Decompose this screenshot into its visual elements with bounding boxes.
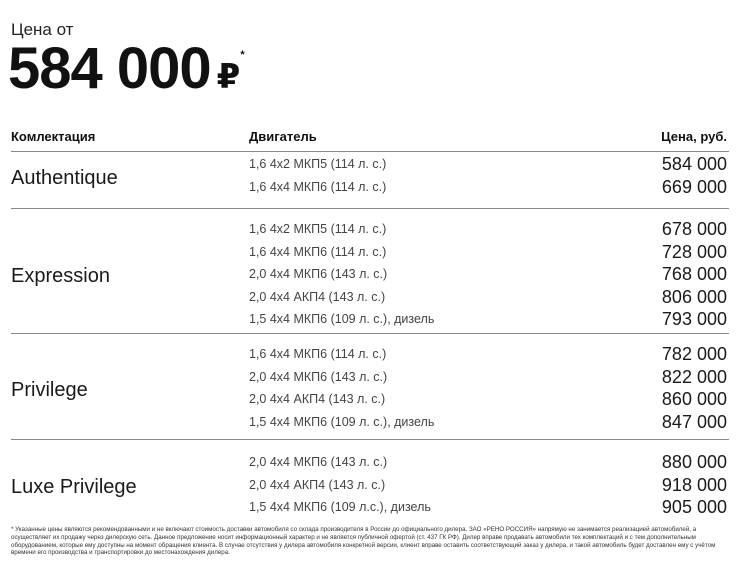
price-cell: 847 000: [661, 411, 727, 432]
engine-cell: 1,5 4x4 МКП6 (109 л. с.), дизель: [249, 312, 435, 326]
trim-name: Privilege: [11, 378, 88, 401]
price-from-label: Цена от: [11, 20, 74, 39]
group-divider: [11, 333, 729, 334]
price-cell: 768 000: [661, 264, 727, 284]
engine-cell: 1,6 4x2 МКП5 (114 л. с.): [249, 222, 387, 236]
engine-cell: 1,5 4x4 МКП6 (109 л. с.), дизель: [249, 414, 435, 429]
group-divider: [11, 208, 729, 209]
engine-cell: 1,5 4x4 МКП6 (109 л.с.), дизель: [249, 500, 431, 514]
price-cell: 793 000: [661, 309, 727, 329]
price-value: 584 000: [8, 36, 211, 101]
column-header-engine: Двигатель: [249, 129, 317, 144]
price-headline: [8, 36, 244, 101]
trim-name: Authentique: [11, 166, 118, 189]
engine-cell: 2,0 4x4 АКП4 (143 л. с.): [249, 289, 386, 304]
price-cell: 918 000: [661, 474, 727, 495]
engine-cell: 2,0 4x4 МКП6 (143 л. с.): [249, 455, 388, 469]
footnote: * Указанные цены являются рекомендованными и не включают стоимость доставки автомобиля со склада производителя в России до официального дилера. ЗАО «РЕНО РОССИЯ» напрямую не занимается реализацией автомобилей, а осуществляет их продажу через дилерскую сеть. Данное предложение носит информационный характер и не является публичной офертой (ст. 437 ГК РФ). Дилер вправе продавать автомобили тех комплектаций и с тем дополнительным оборудованием, которые ему доступны на момент обращения клиента. В случае отсутствия у дилера автомобиля конкретной версии, клиент вправе оставить соответствующий заказ у дилера, и такой автомобиль будет доставлен ему с учётом времени его производства и транспортировки до местонахождения дилера.: [11, 526, 716, 557]
column-header-price: Цена, руб.: [661, 129, 727, 144]
column-header-trim: Комлектация: [11, 129, 96, 144]
trim-name: Expression: [11, 265, 110, 287]
engine-cell: 2,0 4x4 МКП6 (143 л. с.): [249, 267, 388, 281]
price-cell: 905 000: [661, 497, 727, 517]
price-cell: 728 000: [661, 241, 727, 262]
engine-cell: 1,6 4x4 МКП6 (114 л. с.): [249, 347, 387, 361]
price-cell: 860 000: [661, 389, 727, 409]
price-cell: 669 000: [661, 177, 727, 197]
price-cell: 880 000: [661, 452, 727, 472]
price-cell: 584 000: [661, 154, 727, 174]
engine-cell: 2,0 4x4 МКП6 (143 л. с.): [249, 369, 388, 384]
engine-cell: 2,0 4x4 АКП4 (143 л. с.): [249, 477, 386, 492]
price-cell: 806 000: [661, 286, 727, 307]
engine-cell: 1,6 4x4 МКП6 (114 л. с.): [249, 244, 387, 259]
group-divider: [11, 439, 729, 440]
footnote-mark: *: [240, 49, 244, 61]
price-cell: 782 000: [661, 344, 727, 364]
engine-cell: 2,0 4x4 АКП4 (143 л. с.): [249, 392, 386, 406]
engine-cell: 1,6 4x4 МКП6 (114 л. с.): [249, 180, 387, 194]
trim-name: Luxe Privilege: [11, 475, 137, 498]
currency-symbol: ₽: [216, 58, 240, 96]
engine-cell: 1,6 4x2 МКП5 (114 л. с.): [249, 157, 387, 171]
price-cell: 822 000: [661, 366, 727, 387]
price-cell: 678 000: [661, 219, 727, 239]
group-divider: [11, 151, 729, 152]
